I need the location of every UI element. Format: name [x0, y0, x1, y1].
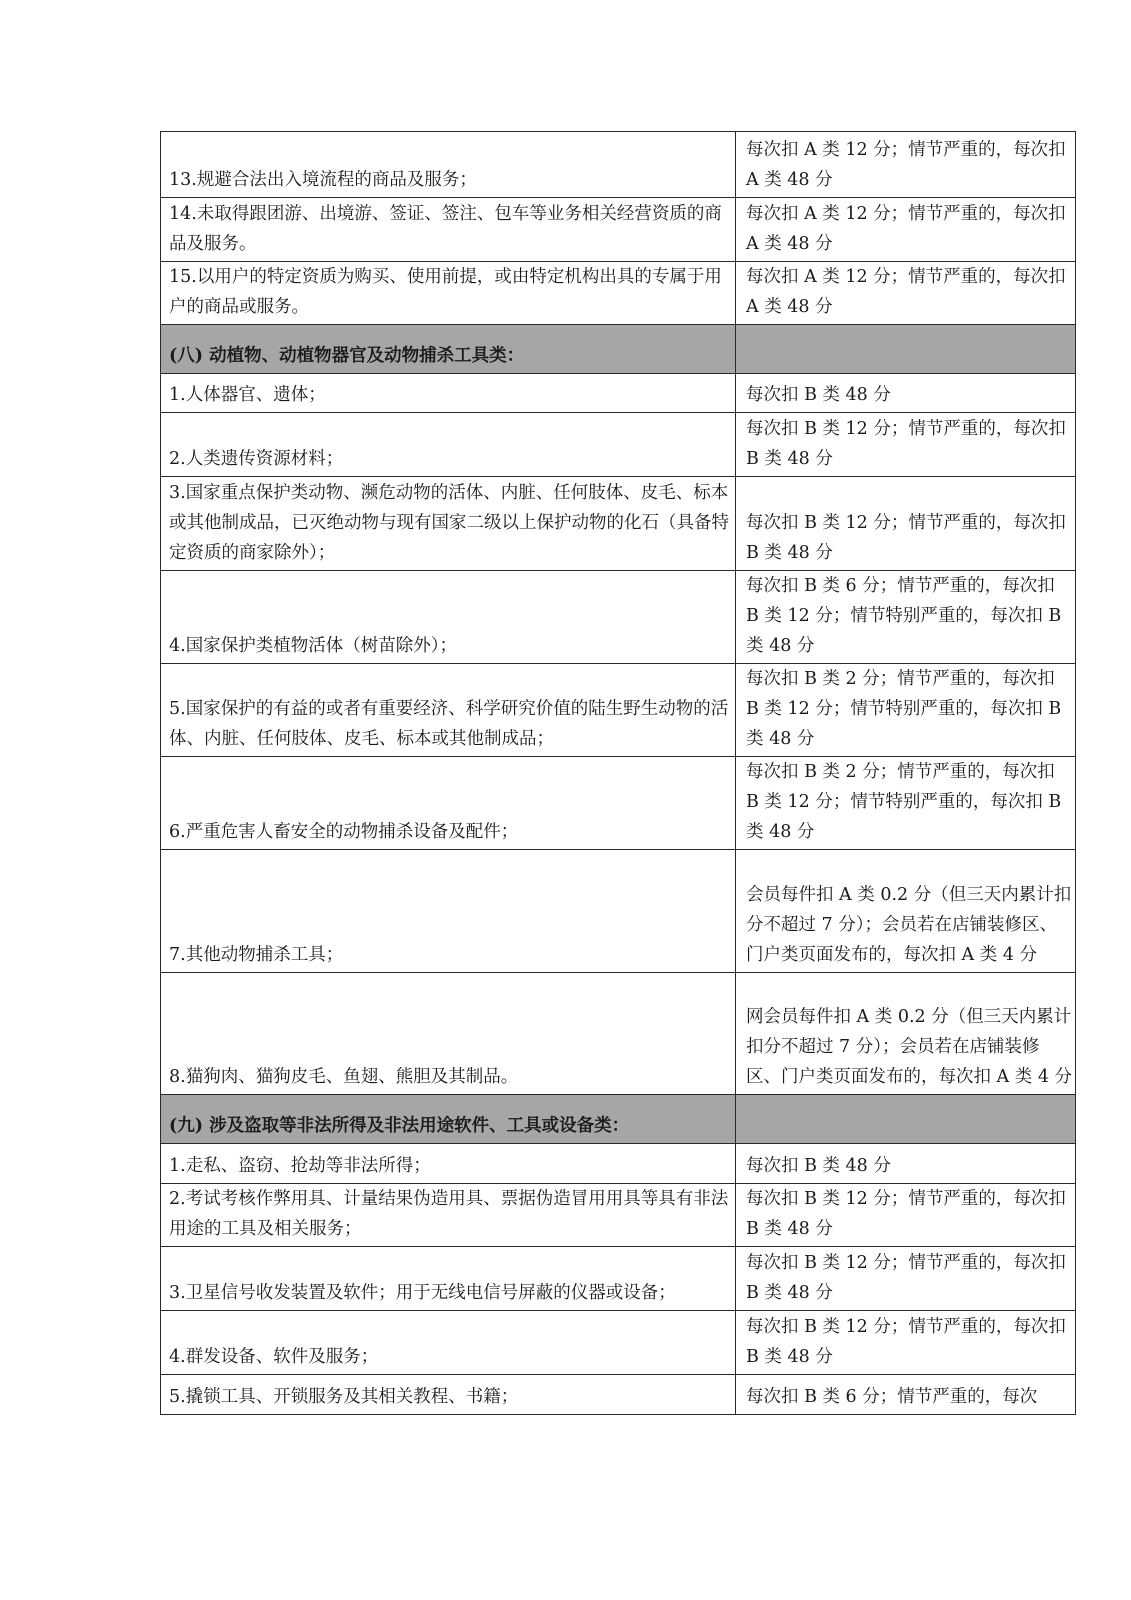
table-row: [161, 374, 1076, 413]
penalty-table-body: [161, 132, 1076, 1415]
item-description: 3.卫星信号收发装置及软件；用于无线电信号屏蔽的仪器或设备；: [161, 1247, 736, 1311]
penalty-text: 每次扣 B 类 2 分；情节严重的，每次扣 B 类 12 分；情节特别严重的，每次扣 B 类 48 分: [736, 664, 1076, 757]
penalty-table: [160, 131, 1076, 1415]
section-penalty: [736, 1095, 1076, 1144]
item-description: 2.人类遗传资源材料；: [161, 413, 736, 477]
item-description: 8.猫狗肉、猫狗皮毛、鱼翅、熊胆及其制品。: [161, 973, 736, 1095]
penalty-text: 每次扣 B 类 12 分；情节严重的，每次扣 B 类 48 分: [736, 1247, 1076, 1311]
item-description: 5.撬锁工具、开锁服务及其相关教程、书籍；: [161, 1375, 736, 1415]
penalty-text: 每次扣 B 类 2 分；情节严重的，每次扣 B 类 12 分；情节特别严重的，每次扣 B 类 48 分: [736, 757, 1076, 850]
penalty-text: 每次扣 B 类 48 分: [736, 1144, 1076, 1184]
penalty-text: 每次扣 A 类 12 分；情节严重的，每次扣 A 类 48 分: [736, 132, 1076, 198]
table-row: [161, 973, 1076, 1095]
item-description: 14.未取得跟团游、出境游、签证、签注、包车等业务相关经营资质的商品及服务。: [161, 198, 736, 262]
section-penalty: [736, 325, 1076, 374]
penalty-text: 每次扣 B 类 12 分；情节严重的，每次扣 B 类 48 分: [736, 1184, 1076, 1247]
table-row: [161, 413, 1076, 477]
item-description: 6.严重危害人畜安全的动物捕杀设备及配件；: [161, 757, 736, 850]
item-description: 7.其他动物捕杀工具；: [161, 850, 736, 973]
penalty-text: 每次扣 B 类 6 分；情节严重的，每次: [736, 1375, 1076, 1415]
item-description: 1.人体器官、遗体；: [161, 374, 736, 413]
table-row: [161, 132, 1076, 198]
section-title: (八) 动植物、动植物器官及动物捕杀工具类：: [161, 325, 736, 374]
table-row: [161, 757, 1076, 850]
table-row: [161, 1184, 1076, 1247]
penalty-text: 每次扣 B 类 12 分；情节严重的，每次扣 B 类 48 分: [736, 477, 1076, 571]
item-description: 15.以用户的特定资质为购买、使用前提，或由特定机构出具的专属于用户的商品或服务。: [161, 262, 736, 325]
item-description: 2.考试考核作弊用具、计量结果伪造用具、票据伪造冒用用具等具有非法用途的工具及相关服务；: [161, 1184, 736, 1247]
table-row: [161, 1247, 1076, 1311]
table-row: [161, 262, 1076, 325]
table-row: [161, 850, 1076, 973]
item-description: 4.国家保护类植物活体（树苗除外）；: [161, 571, 736, 664]
penalty-text: 网会员每件扣 A 类 0.2 分（但三天内累计扣分不超过 7 分）；会员若在店铺装修区、门户类页面发布的，每次扣 A 类 4 分: [736, 973, 1076, 1095]
penalty-text: 每次扣 B 类 6 分；情节严重的，每次扣 B 类 12 分；情节特别严重的，每次扣 B 类 48 分: [736, 571, 1076, 664]
penalty-text: 每次扣 A 类 12 分；情节严重的，每次扣 A 类 48 分: [736, 262, 1076, 325]
item-description: 4.群发设备、软件及服务；: [161, 1311, 736, 1375]
item-description: 5.国家保护的有益的或者有重要经济、科学研究价值的陆生野生动物的活体、内脏、任何肢体、皮毛、标本或其他制成品；: [161, 664, 736, 757]
penalty-text: 每次扣 B 类 12 分；情节严重的，每次扣 B 类 48 分: [736, 1311, 1076, 1375]
table-row: [161, 1144, 1076, 1184]
section-header-row: [161, 325, 1076, 374]
item-description: 3.国家重点保护类动物、濒危动物的活体、内脏、任何肢体、皮毛、标本或其他制成品，已灭绝动物与现有国家二级以上保护动物的化石（具备特定资质的商家除外）；: [161, 477, 736, 571]
penalty-text: 每次扣 B 类 48 分: [736, 374, 1076, 413]
item-description: 1.走私、盗窃、抢劫等非法所得；: [161, 1144, 736, 1184]
table-row: [161, 571, 1076, 664]
section-header-row: [161, 1095, 1076, 1144]
table-row: [161, 1311, 1076, 1375]
penalty-text: 每次扣 A 类 12 分；情节严重的，每次扣 A 类 48 分: [736, 198, 1076, 262]
penalty-text: 每次扣 B 类 12 分；情节严重的，每次扣 B 类 48 分: [736, 413, 1076, 477]
table-row: [161, 477, 1076, 571]
section-title: (九) 涉及盗取等非法所得及非法用途软件、工具或设备类：: [161, 1095, 736, 1144]
item-description: 13.规避合法出入境流程的商品及服务；: [161, 132, 736, 198]
penalty-text: 会员每件扣 A 类 0.2 分（但三天内累计扣分不超过 7 分）；会员若在店铺装修区、门户类页面发布的，每次扣 A 类 4 分: [736, 850, 1076, 973]
table-row: [161, 664, 1076, 757]
table-row: [161, 1375, 1076, 1415]
table-row: [161, 198, 1076, 262]
